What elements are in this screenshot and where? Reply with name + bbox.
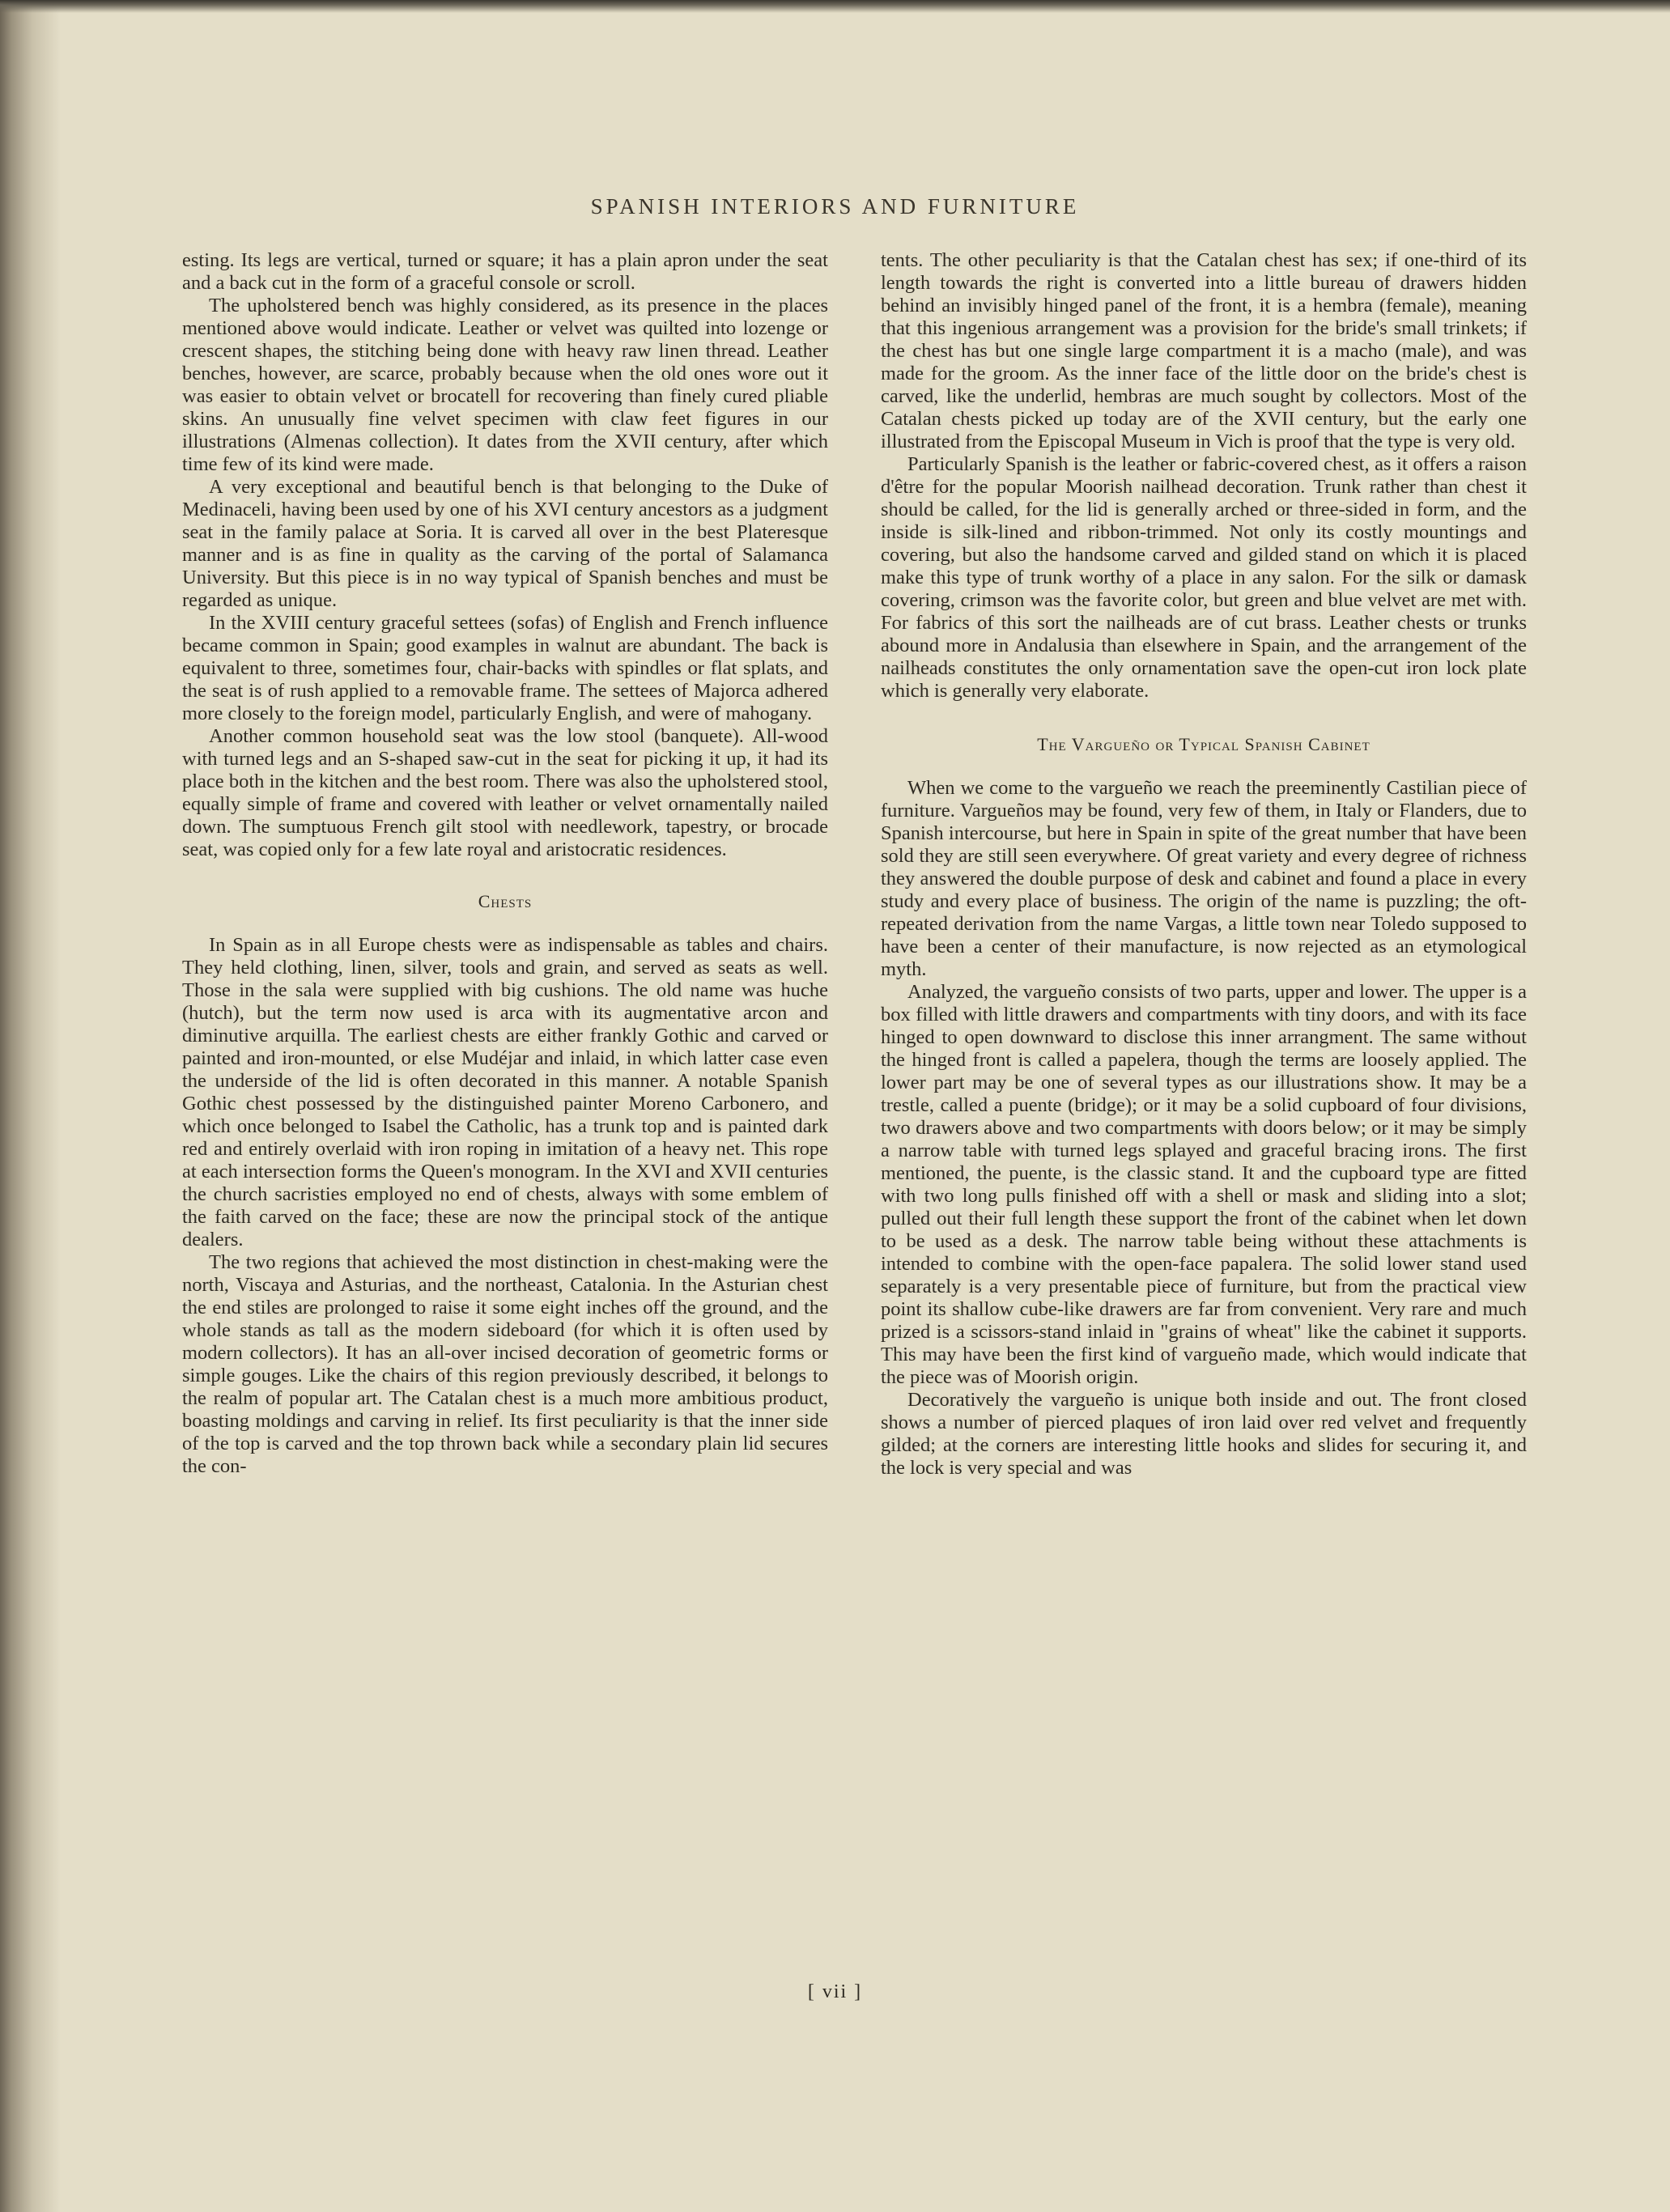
paragraph: esting. Its legs are vertical, turned or square; it has a plain apron under the seat and a back cut in the form of a graceful console or scroll. [182, 249, 828, 294]
paragraph: Decoratively the vargueño is unique both inside and out. The front closed shows a number of pierced plaques of iron laid over red velvet and frequently gilded; at the corners are interesting little hooks and slides for securing it, and the lock is very special and was [881, 1389, 1527, 1479]
paragraph: tents. The other peculiarity is that the Catalan chest has sex; if one-third of its length towards the right is converted into a little bureau of drawers hidden behind an invisibly hinged panel of the front, it is a hembra (female), meaning that this ingenious arrangement was a provision for the bride's small trinkets; if the chest has but one single large compartment it is a macho (male), and was made for the groom. As the inner face of the little door on the bride's chest is carved, like the underlid, hembras are much sought by collectors. Most of the Catalan chests picked up today are of the XVII century, but the early one illustrated from the Episcopal Museum in Vich is proof that the type is very old. [881, 249, 1527, 452]
paragraph: Another common household seat was the low stool (banquete). All-wood with turned legs and an S-shaped saw-cut in the seat for picking it up, it had its place both in the kitchen and the best room. There was also the upholstered stool, equally simple of frame and covered with leather or velvet ornamentally nailed down. The sumptuous French gilt stool with needlework, tapestry, or brocade seat, was copied only for a few late royal and aristocratic residences. [182, 725, 828, 860]
page-top-edge [0, 0, 1670, 13]
left-column [182, 249, 828, 1478]
paragraph: Analyzed, the vargueño consists of two parts, upper and lower. The upper is a box filled with little drawers and compartments with tiny doors, and with its face hinged to open downward to disclose this inner arrangment. The same without the hinged front is called a papelera, though the terms are loosely applied. The lower part may be one of several types as our illustrations show. It may be a trestle, called a puente (bridge); or it may be a solid cupboard of four divisions, two drawers above and two compartments with doors below; or it may be simply a narrow table with turned legs splayed and graceful bracing irons. The first mentioned, the puente, is the classic stand. It and the cupboard type are fitted with two long pulls finished off with a shell or mask and sliding into a slot; pulled out their full length these support the front of the cabinet when let down to be used as a desk. The narrow table being without these attachments is intended to combine with the open-face papalera. The solid lower stand used separately is a very presentable piece of furniture, but from the practical view point its shallow cube-like drawers are far from convenient. Very rare and much prized is a scissors-stand inlaid in "grains of wheat" like the cabinet it supports. This may have been the first kind of vargueño made, which would indicate that the piece was of Moorish origin. [881, 981, 1527, 1388]
section-heading-vargueno: The Vargueño or Typical Spanish Cabinet [1037, 734, 1370, 754]
paragraph: A very exceptional and beautiful bench is that belonging to the Duke of Medinaceli, having been used by one of his XVI century ancestors as a judgment seat in the family palace at Soria. It is carved all over in the best Plateresque manner and is as fine in quality as the carving of the portal of Salamanca University. But this piece is in no way typical of Spanish benches and must be regarded as unique. [182, 476, 828, 611]
section-heading-chests: Chests [478, 891, 533, 911]
paragraph: Particularly Spanish is the leather or fabric-covered chest, as it offers a raison d'être for the popular Moorish nailhead decoration. Trunk rather than chest it should be called, for the lid is generally arched or three-sided in form, and the inside is silk-lined and ribbon-trimmed. Not only its costly mountings and covering, but also the handsome carved and gilded stand on which it is placed make this type of trunk worthy of a place in any salon. For the silk or damask covering, crimson was the favorite color, but green and blue velvet are met with. For fabrics of this sort the nailheads are of cut brass. Leather chests or trunks abound more in Andalusia than elsewhere in Spain, and the arrangement of the nailheads constitutes the only ornamentation save the open-cut iron lock plate which is generally very elaborate. [881, 453, 1527, 702]
right-column [881, 249, 1527, 1480]
paragraph: In Spain as in all Europe chests were as indispensable as tables and chairs. They held clothing, linen, silver, tools and grain, and served as seats as well. Those in the sala were supplied with big cushions. The old name was huche (hutch), but the term now used is arca with its augmentative arcon and diminutive arquilla. The earliest chests are either frankly Gothic and carved or painted and iron-mounted, or else Mudéjar and inlaid, in which latter case even the underside of the lid is often decorated in this manner. A notable Spanish Gothic chest possessed by the distinguished painter Moreno Carbonero, and which once belonged to Isabel the Catholic, has a trunk top and is painted dark red and entirely overlaid with iron roping in imitation of a heavy net. This rope at each intersection forms the Queen's monogram. In the XVI and XVII centuries the church sacristies employed no end of chests, always with some emblem of the faith carved on the face; these are now the principal stock of the antique dealers. [182, 934, 828, 1250]
paragraph: The two regions that achieved the most distinction in chest-making were the north, Viscaya and Asturias, and the northeast, Catalonia. In the Asturian chest the end stiles are prolonged to raise it some eight inches off the ground, and the whole stands as tall as the modern sideboard (for which it is often used by modern collectors). It has an all-over incised decoration of geometric forms or simple gouges. Like the chairs of this region previously described, it belongs to the realm of popular art. The Catalan chest is a much more ambitious product, boasting moldings and carving in relief. Its first peculiarity is that the inner side of the top is carved and the top thrown back while a secondary plain lid secures the con- [182, 1251, 828, 1477]
running-head: SPANISH INTERIORS AND FURNITURE [590, 194, 1080, 219]
book-spine-shadow [0, 0, 61, 2212]
page-number: [ vii ] [807, 1981, 863, 2002]
paragraph: When we come to the vargueño we reach the preeminently Castilian piece of furniture. Vargueños may be found, very few of them, in Italy or Flanders, due to Spanish intercourse, but here in Spain in spite of the great number that have been sold they are still seen everywhere. Of great variety and every degree of richness they answered the double purpose of desk and cabinet and found a place in every study and every place of business. The origin of the name is puzzling; the oft-repeated derivation from the name Vargas, a little town near Toledo supposed to have been a center of their manufacture, is now rejected as an etymological myth. [881, 777, 1527, 980]
paragraph: The upholstered bench was highly considered, as its presence in the places mentioned above would indicate. Leather or velvet was quilted into lozenge or crescent shapes, the stitching being done with heavy raw linen thread. Leather benches, however, are scarce, probably because when the old ones wore out it was easier to obtain velvet or brocatell for recovering than finely cured pliable skins. An unusually fine velvet specimen with claw feet figures in our illustrations (Almenas collection). It dates from the XVII century, after which time few of its kind were made. [182, 295, 828, 475]
paragraph: In the XVIII century graceful settees (sofas) of English and French influence became common in Spain; good examples in walnut are abundant. The back is equivalent to three, sometimes four, chair-backs with spindles or flat splats, and the seat is of rush applied to a removable frame. The settees of Majorca adhered more closely to the foreign model, particularly English, and were of mahogany. [182, 612, 828, 724]
